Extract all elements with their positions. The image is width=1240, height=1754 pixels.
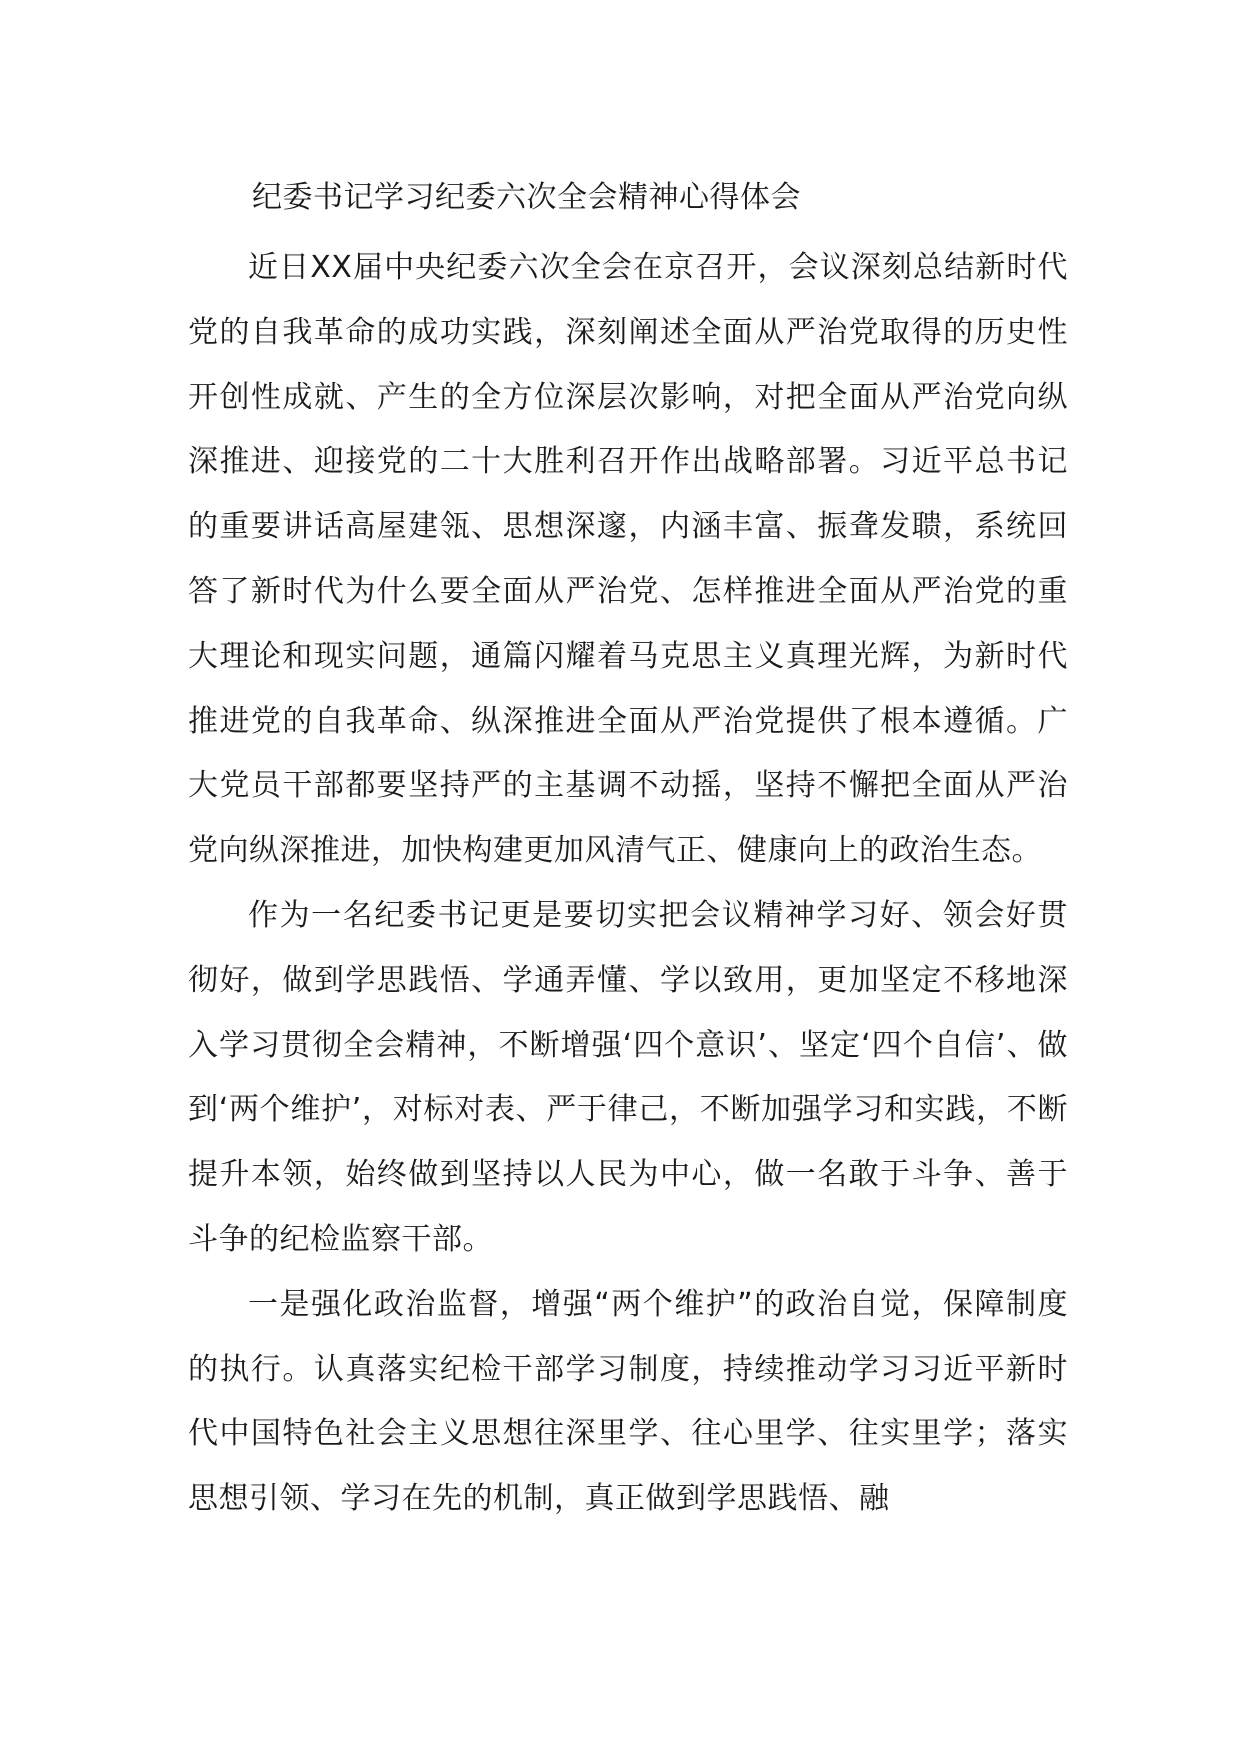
paragraph-2: 作为一名纪委书记更是要切实把会议精神学习好、领会好贯彻好，做到学思践悟、学通弄懂、学以致用，更加坚定不移地深入学习贯彻全会精神，不断增强‘四个意识’、坚定‘四个自信’、做到‘两个维护’，对标对表、严于律己，不断加强学习和实践，不断提升本领，始终做到坚持以人民为中心，做一名敢于斗争、善于斗争的纪检监察干部。 (188, 897, 1068, 1257)
paragraph-3: 一是强化政治监督，增强“两个维护”的政治自觉，保障制度的执行。认真落实纪检干部学习制度，持续推动学习习近平新时代中国特色社会主义思想往深里学、往心里学、往实里学；落实思想引领、学习在先的机制，真正做到学思践悟、融 (188, 1286, 1068, 1517)
document-body (188, 236, 1068, 1532)
paragraph-1: 近日XX届中央纪委六次全会在京召开，会议深刻总结新时代党的自我革命的成功实践，深刻阐述全面从严治党取得的历史性开创性成就、产生的全方位深层次影响，对把全面从严治党向纵深推进、迎接党的二十大胜利召开作出战略部署。习近平总书记的重要讲话高屋建瓴、思想深邃，内涵丰富、振聋发聩，系统回答了新时代为什么要全面从严治党、怎样推进全面从严治党的重大理论和现实问题，通篇闪耀着马克思主义真理光辉，为新时代推进党的自我革命、纵深推进全面从严治党提供了根本遵循。广大党员干部都要坚持严的主基调不动摇，坚持不懈把全面从严治党向纵深推进，加快构建更加风清气正、健康向上的政治生态。 (188, 250, 1068, 869)
document-title: 纪委书记学习纪委六次全会精神心得体会 (252, 180, 801, 215)
